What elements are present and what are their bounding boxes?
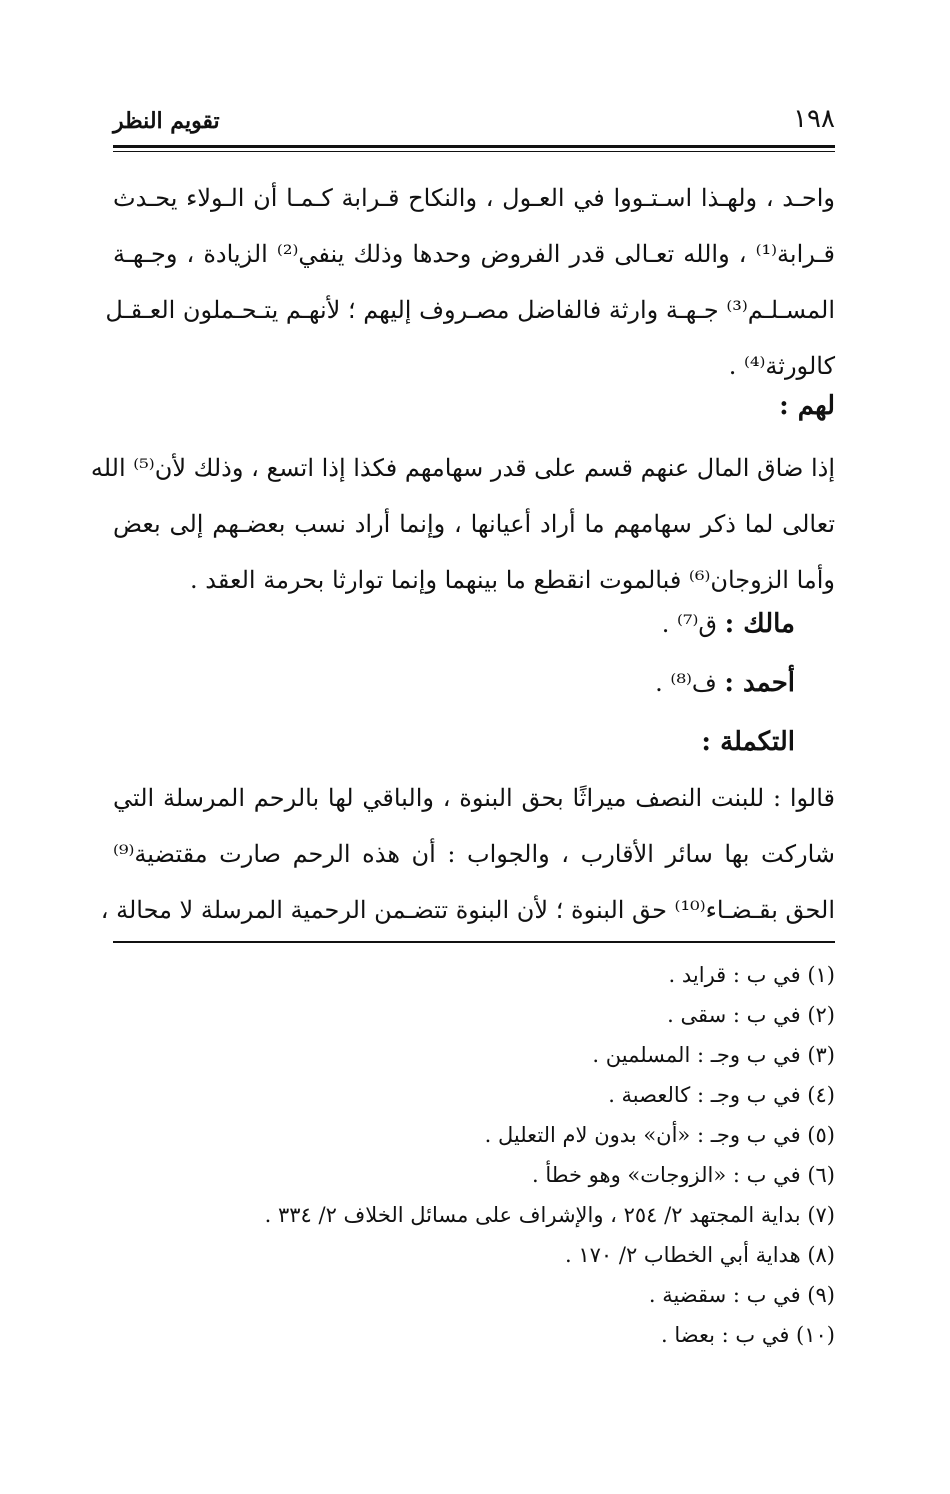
text-line: المسـلـم⁽³⁾ جـهـة وارثة فالفاضل مصـروف إليهم ؛ لأنهـم يتـحـملون العـقـل [105,296,835,324]
footnote: (٦) في ب : «الزوجات» وهو خطأ . [532,1163,835,1187]
text-line: تعالى لما ذكر سهامهم ما أراد أعيانها ، وإنما أراد نسب بعضـهم إلى بعض [113,510,835,538]
text-line: الحق بقـضـاء⁽¹⁰⁾ حق البنوة ؛ لأن البنوة تتضـمن الرحمية المرسلة لا محالة ، [100,896,835,924]
text-line: قالوا : للبنت النصف ميراثًا بحق البنوة ، والباقي لها بالرحم المرسلة التي [113,784,835,812]
heading-lahum: لهم : [779,391,835,421]
text-line: وأما الزوجان⁽⁶⁾ فبالموت انقطع ما بينهما وإنما توارثا بحرمة العقد . [190,566,835,594]
section-heading-takmila [113,714,835,770]
paragraph-3 [100,770,835,938]
footnote: (٧) بداية المجتهد ٢/ ٢٥٤ ، والإشراف على مسائل الخلاف ٢/ ٣٣٤ . [264,1203,835,1227]
text-line: كالورثة⁽⁴⁾ . [728,352,835,380]
paragraph-2 [90,440,835,608]
footnote: (٥) في ب وجـ : «أن» بدون لام التعليل . [484,1123,835,1147]
text-line: واحـد ، ولهـذا اسـتـووا في العـول ، والنكاح قـرابة كـمـا أن الـولاء يحـدث [113,184,835,212]
ahmad-line [113,655,835,711]
heading-takmila: التكملة : [701,727,795,757]
footnote: (٢) في ب : سقى . [667,1003,835,1027]
footnotes [115,955,835,1355]
running-title: تقويم النظر [113,108,220,134]
footnote-rule [113,941,835,943]
footnote: (٨) هداية أبي الخطاب ٢/ ١٧٠ . [564,1243,835,1267]
footnote: (١) في ب : قرايد . [668,963,835,987]
malik-line [113,596,835,652]
ahmad-value: ف⁽⁸⁾ . [655,669,717,697]
malik-label: مالك : [724,609,795,639]
header-rule [113,145,835,148]
page-number: ١٩٨ [793,104,835,134]
text-line: شاركت بها سائر الأقارب ، والجواب : أن هذه الرحم صارت مقتضية⁽⁹⁾ [113,840,835,868]
malik-value: ق⁽⁷⁾ . [661,610,718,638]
text-line: إذا ضاق المال عنهم قسم على قدر سهامهم فكذا إذا اتسع ، وذلك لأن⁽⁵⁾ الله [90,454,835,482]
footnote: (٩) في ب : سقضية . [648,1283,835,1307]
text-line: قـرابة⁽¹⁾ ، والله تعـالى قدر الفروض وحدها وذلك ينفي⁽²⁾ الزيادة ، وجـهـة [113,240,835,268]
footnote: (١٠) في ب : بعضا . [661,1323,835,1347]
paragraph-1 [105,170,835,394]
page-header [113,104,835,142]
section-heading-lahum [113,378,835,434]
footnote: (٤) في ب وجـ : كالعصبة . [608,1083,835,1107]
footnote: (٣) في ب وجـ : المسلمين . [592,1043,835,1067]
ahmad-label: أحمد : [724,668,795,698]
header-rule-thin [113,151,835,152]
